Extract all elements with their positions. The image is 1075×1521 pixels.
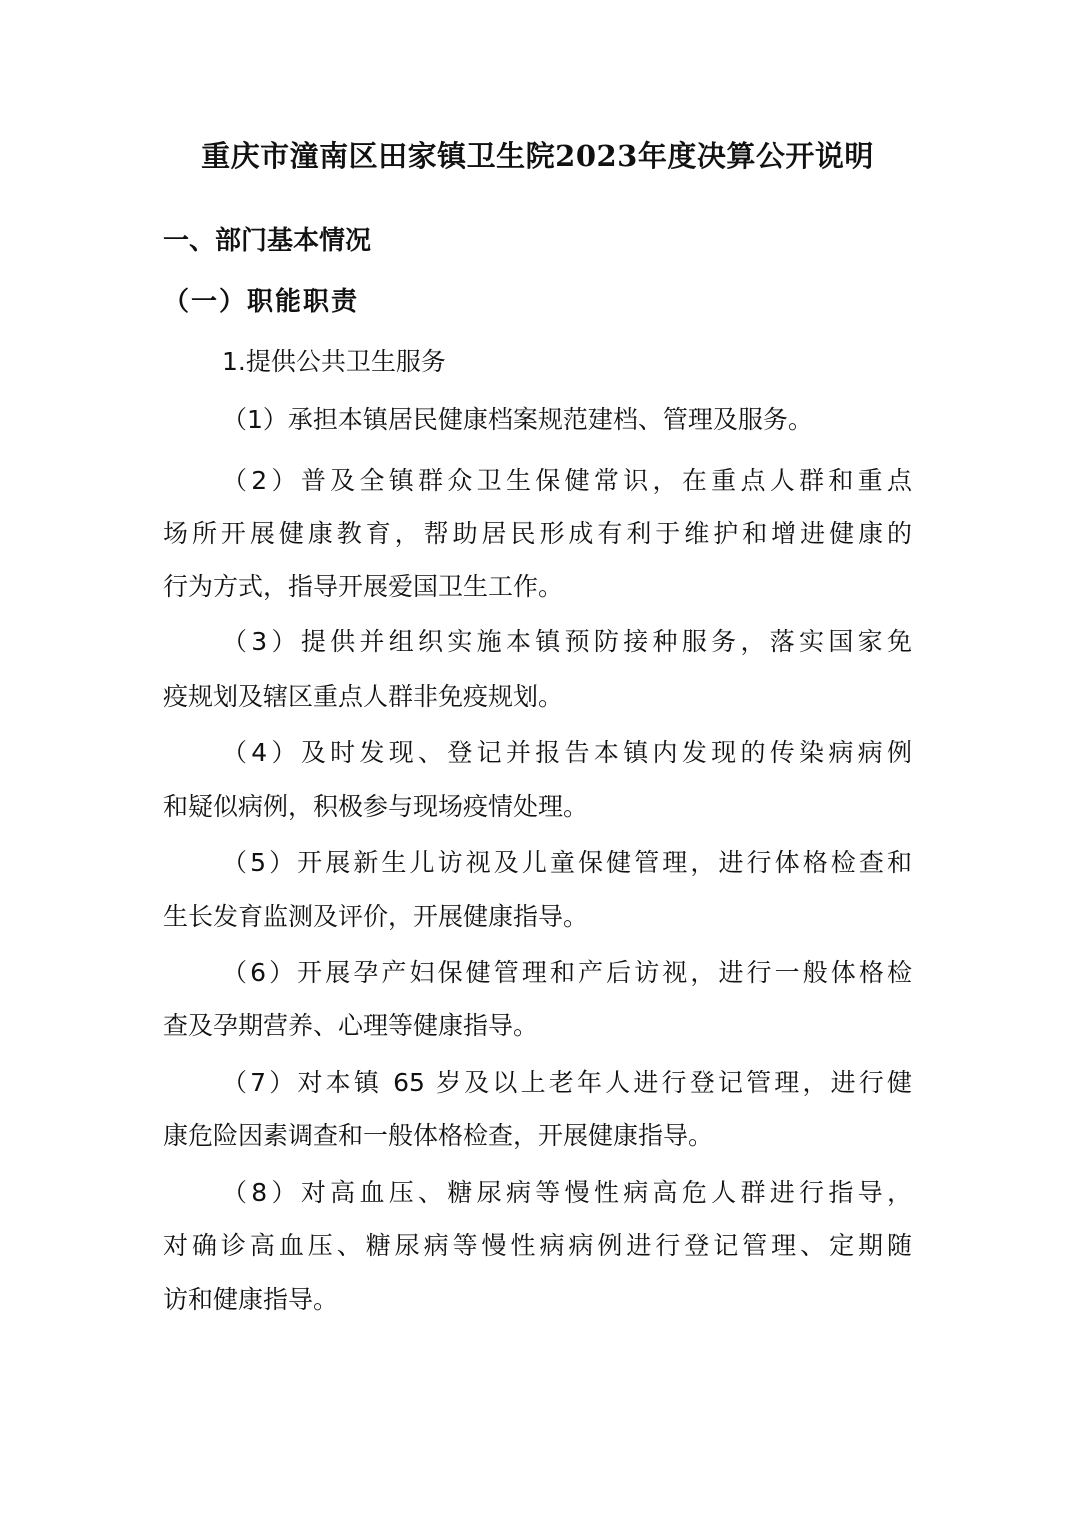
- paragraph-line: 疫规划及辖区重点人群非免疫规划。: [163, 682, 564, 711]
- paragraph-line: 查及孕期营养、心理等健康指导。: [163, 1011, 539, 1040]
- document-title: 重庆市潼南区田家镇卫生院2023年度决算公开说明: [201, 139, 874, 173]
- paragraph-line: （8）对高血压、糖尿病等慢性病高危人群进行指导，: [222, 1178, 912, 1207]
- section-heading-basic-info: 一、部门基本情况: [163, 226, 372, 256]
- item-heading-public-health: 1.提供公共卫生服务: [222, 347, 446, 376]
- paragraph-line: （7）对本镇 65 岁及以上老年人进行登记管理，进行健: [222, 1068, 912, 1097]
- paragraph-line: 对确诊高血压、糖尿病等慢性病病例进行登记管理、定期随: [163, 1231, 912, 1260]
- paragraph-line: （4）及时发现、登记并报告本镇内发现的传染病病例: [222, 738, 912, 767]
- subsection-heading-duties: （一）职能职责: [163, 287, 360, 317]
- paragraph-line: 场所开展健康教育，帮助居民形成有利于维护和增进健康的: [163, 519, 912, 548]
- paragraph-line: （6）开展孕产妇保健管理和产后访视，进行一般体格检: [222, 958, 912, 987]
- paragraph-line: 和疑似病例，积极参与现场疫情处理。: [163, 792, 589, 821]
- paragraph-line: （3）提供并组织实施本镇预防接种服务，落实国家免: [222, 627, 912, 656]
- paragraph-line: （5）开展新生儿访视及儿童保健管理，进行体格检查和: [222, 848, 912, 877]
- paragraph-line: 访和健康指导。: [163, 1285, 339, 1314]
- paragraph-line: 康危险因素调查和一般体格检查，开展健康指导。: [163, 1121, 714, 1150]
- paragraph-line: （1）承担本镇居民健康档案规范建档、管理及服务。: [222, 405, 813, 434]
- paragraph-line: 生长发育监测及评价，开展健康指导。: [163, 902, 589, 931]
- paragraph-line: 行为方式，指导开展爱国卫生工作。: [163, 572, 564, 601]
- paragraph-line: （2）普及全镇群众卫生保健常识，在重点人群和重点: [222, 466, 912, 495]
